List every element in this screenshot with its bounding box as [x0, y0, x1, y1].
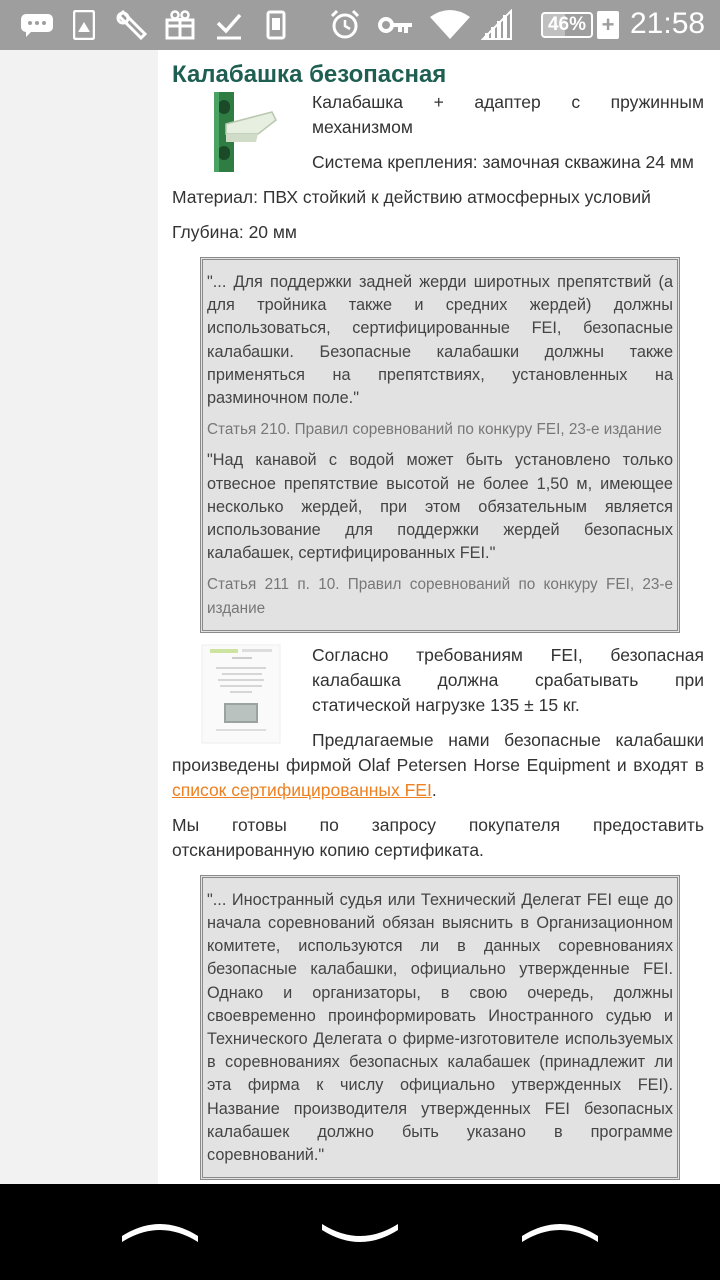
gift-icon: [163, 10, 197, 40]
quote-text: "... Для поддержки задней жерди широтных препятствий (а для тройника также и средних жердей) должны использоваться, сертифицированные FEI, безопасные калабашки. Безопасные калабашки должны также применяться на препятствиях, установленных на разминочном поле.": [207, 273, 673, 408]
certificate-offer: Мы готовы по запросу покупателя предоставить отсканированную копию сертификата.: [172, 814, 704, 860]
certified-list-link[interactable]: список сертифицированных FEI: [172, 779, 432, 800]
manufacturer-text: Предлагаемые нами безопасные калабашки произведены фирмой Olaf Petersen Horse Equipment и входят в: [172, 729, 704, 775]
spec-depth: Глубина: 20 мм: [172, 222, 297, 242]
wifi-icon: [428, 10, 472, 40]
article-title: Калабашка безопасная: [172, 61, 447, 88]
chevron-up-icon[interactable]: [105, 1198, 215, 1268]
article-body: [172, 50, 704, 1184]
key-icon: [378, 10, 414, 40]
spec-adapter: Калабашка + адаптер с пружинным механизмом: [312, 92, 704, 137]
quote-text: "Над канавой с водой может быть установлено только отвесное препятствие высотой не более 1,50 м, имеющее несколько жердей, при этом обязательным является использование для поддержки жердей безопасных калабашек, сертифицированных FEI.": [207, 451, 673, 563]
left-gutter: [0, 50, 158, 1184]
status-bar: [0, 0, 720, 50]
spec-mounting: Система крепления: замочная скважина 24 мм: [312, 152, 694, 172]
charging-plus-icon: +: [597, 11, 619, 39]
battery-percent: 46%: [547, 14, 587, 35]
certificate-image[interactable]: [172, 643, 292, 745]
navigation-bar: [0, 1184, 720, 1280]
quote-box-rules: [200, 257, 680, 633]
chevron-up-icon[interactable]: [505, 1198, 615, 1268]
phone-transfer-icon: [265, 10, 287, 40]
image-file-icon: [72, 10, 96, 40]
tools-icon: [114, 10, 150, 40]
clock: 21:58: [630, 7, 706, 40]
manufacturer-text-end: .: [431, 779, 437, 800]
download-done-icon: [214, 10, 244, 40]
quote-source: Статья 211 п. 10. Правил соревнований по конкуру FEI, 23-е издание: [207, 576, 673, 617]
article-content[interactable]: [158, 50, 720, 1184]
quote-text: "... Иностранный судья или Технический Делегат FEI еще до начала соревнований обязан выяснить в Организационном комитете, используются ли в данных соревнованиях безопасные калабашки, официально утвержденные FEI. Однако и организаторы, в свою очередь, должны своевременно проинформировать Иностранного судью и Технического Делегата о фирме-изготовителе используемых в соревнованиях безопасных калабашек (принадлежит ли эта фирма к числу официально утвержденных FEI). Название производителя утвержденных FEI безопасных калабашек должно быть указано в программе соревнований.": [207, 890, 673, 1165]
product-image[interactable]: [172, 90, 292, 176]
spec-material: Материал: ПВХ стойкий к действию атмосферных условий: [172, 187, 651, 207]
battery-indicator: [541, 12, 593, 38]
alarm-icon: [328, 10, 362, 40]
quote-box-judge: [200, 875, 680, 1180]
chat-bubble-icon: [18, 10, 56, 40]
signal-icon: [480, 10, 514, 40]
fei-requirement: Согласно требованиям FEI, безопасная калабашка должна срабатывать при статической нагрузке 135 ± 15 кг.: [312, 644, 704, 715]
chevron-down-icon[interactable]: [305, 1198, 415, 1268]
quote-source: Статья 210. Правил соревнований по конкуру FEI, 23-е издание: [207, 421, 662, 439]
